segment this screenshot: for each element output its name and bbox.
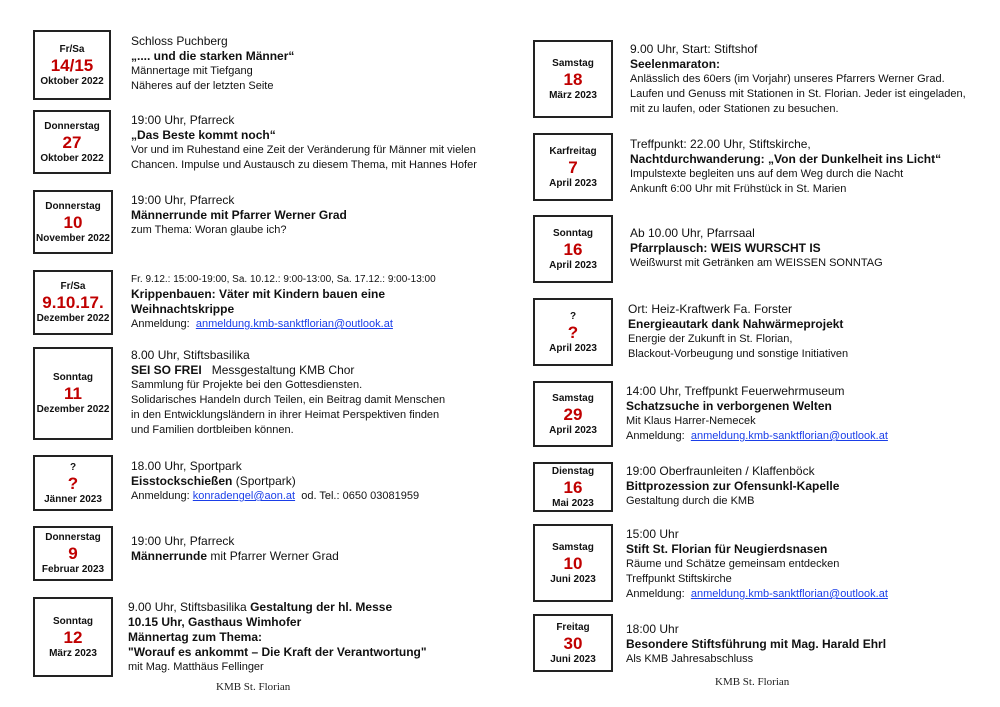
event-title: Krippenbauen: Väter mit Kindern bauen eine	[131, 287, 386, 301]
event-time-location: 19:00 Oberfraunleiten / Klaffenböck	[626, 464, 815, 478]
event-title: Weihnachtskrippe	[131, 302, 235, 316]
event-title: Gestaltung der hl. Messe	[250, 600, 393, 614]
month-year: Oktober 2022	[40, 152, 104, 164]
weekday: Karfreitag	[549, 145, 597, 157]
event-details	[630, 226, 883, 271]
date-box	[33, 526, 113, 581]
weekday: Sonntag	[553, 227, 593, 239]
event-time-location: Treffpunkt: 22.00 Uhr, Stiftskirche,	[630, 137, 811, 151]
weekday: Freitag	[556, 621, 590, 633]
event-text: Solidarisches Handeln durch Teilen, ein Beitrag damit Menschen	[131, 394, 446, 406]
event-text: Energie der Zukunft in St. Florian,	[628, 333, 793, 345]
event-details	[131, 193, 347, 238]
event-details	[630, 137, 941, 197]
month-year: März 2023	[49, 647, 97, 659]
footer-text: KMB St. Florian	[715, 676, 790, 688]
day-number: 7	[568, 157, 578, 177]
event-time-location: 10.15 Uhr, Gasthaus Wimhofer	[128, 615, 302, 629]
footer-text: KMB St. Florian	[216, 681, 291, 693]
event-text: Laufen und Genuss mit Stationen in St. Florian. Jeder ist eingeladen,	[630, 88, 966, 100]
month-year: Dezember 2022	[36, 404, 110, 415]
event-location: Schloss Puchberg	[131, 34, 228, 48]
event-details	[131, 34, 294, 94]
event-details	[626, 527, 888, 602]
event-text: mit zu laufen, oder Stationen zu besuchen.	[630, 103, 839, 115]
event-time-location: 9.00 Uhr, Start: Stiftshof	[630, 42, 758, 56]
date-box	[33, 455, 113, 511]
month-year: Februar 2023	[41, 564, 105, 575]
date-box	[33, 347, 113, 440]
weekday: Dienstag	[551, 465, 595, 477]
event-text: Anlässlich des 60ers (im Vorjahr) unseres Pfarrers Werner Grad.	[630, 73, 945, 85]
day-number: 30	[563, 633, 583, 653]
weekday: Sonntag	[53, 372, 93, 383]
weekday: Donnerstag	[45, 200, 101, 212]
month-year: Jänner 2023	[44, 493, 102, 505]
month-year: April 2023	[549, 424, 597, 436]
date-box	[33, 30, 111, 100]
event-text: Männertage mit Tiefgang	[131, 65, 253, 77]
event-time-location: 18.00 Uhr, Sportpark	[131, 459, 242, 473]
event-details	[630, 42, 966, 117]
day-number: 12	[63, 627, 83, 647]
event-details	[626, 622, 886, 667]
event-text: Als KMB Jahresabschluss	[626, 653, 754, 665]
event-subtitle: Messgestaltung KMB Chor	[211, 363, 355, 377]
event-details	[131, 534, 339, 564]
event-title: "Worauf es ankommt – Die Kraft der Verantwortung"	[128, 645, 427, 659]
weekday: Samstag	[552, 541, 594, 553]
event-title: Seelenmaraton:	[630, 57, 721, 71]
event-title: Männerrunde mit Pfarrer Werner Grad	[131, 208, 347, 222]
event-details	[131, 348, 445, 438]
month-year: Oktober 2022	[40, 75, 104, 87]
event-text: Vor und im Ruhestand eine Zeit der Veränderung für Männer mit vielen	[131, 144, 476, 156]
weekday: Fr/Sa	[59, 43, 85, 55]
day-number: 11	[64, 384, 82, 403]
event-title: Nachtdurchwanderung: „Von der Dunkelheit ins Licht“	[630, 152, 942, 166]
event-times: Fr. 9.12.: 15:00-19:00, Sa. 10.12.: 9:00-13:00, Sa. 17.12.: 9:00-13:00	[131, 274, 436, 285]
day-number: 9	[68, 544, 78, 563]
registration-email-link[interactable]: anmeldung.kmb-sanktflorian@outlook.at	[195, 318, 393, 330]
date-box	[33, 597, 113, 677]
date-box	[33, 110, 111, 174]
event-title: Energieautark dank Nahwärmeprojekt	[628, 317, 844, 331]
event-title: Stift St. Florian für Neugierdsnasen	[626, 542, 828, 556]
event-time-location: 9.00 Uhr, Stiftsbasilika	[128, 600, 247, 614]
weekday: Samstag	[552, 57, 594, 69]
month-year: März 2023	[549, 89, 597, 101]
event-details	[628, 302, 848, 362]
registration-label: Anmeldung:	[131, 318, 190, 330]
date-box	[533, 462, 613, 512]
event-text: Treffpunkt Stiftskirche	[626, 573, 732, 585]
event-text: Weißwurst mit Getränken am WEISSEN SONNTAG	[630, 257, 883, 269]
registration-email-link[interactable]: konradengel@aon.at	[192, 490, 296, 502]
day-number: 10	[563, 553, 583, 573]
event-text: Mit Klaus Harrer-Nemecek	[626, 415, 756, 427]
event-title: SEI SO FREI	[131, 363, 202, 377]
month-year: November 2022	[36, 232, 110, 244]
event-title: Schatzsuche in verborgenen Welten	[626, 399, 832, 413]
month-year: Juni 2023	[550, 573, 596, 585]
date-box	[533, 381, 613, 447]
event-title: Pfarrplausch: WEIS WURSCHT IS	[630, 241, 821, 255]
event-subtitle: mit Pfarrer Werner Grad	[210, 549, 339, 563]
event-text: mit Mag. Matthäus Fellinger	[128, 661, 264, 673]
event-details	[626, 384, 888, 444]
weekday: Donnerstag	[44, 120, 100, 132]
day-number: 29	[563, 404, 583, 424]
month-year: April 2023	[549, 177, 597, 189]
event-details	[626, 464, 839, 509]
day-number: 16	[563, 477, 583, 497]
weekday: Donnerstag	[45, 532, 101, 543]
date-box	[533, 298, 613, 366]
event-text: in den Entwicklungsländern in ihrer Heimat Perspektiven finden	[131, 409, 440, 421]
event-title: Besondere Stiftsführung mit Mag. Harald Ehrl	[626, 637, 887, 651]
event-title: Bittprozession zur Ofensunkl-Kapelle	[626, 479, 840, 493]
date-box	[33, 190, 113, 254]
registration-email-link[interactable]: anmeldung.kmb-sanktflorian@outlook.at	[690, 430, 888, 442]
day-number: 18	[563, 69, 583, 89]
event-details	[131, 459, 419, 504]
month-year: April 2023	[549, 342, 597, 354]
month-year: Juni 2023	[550, 653, 596, 665]
weekday: Sonntag	[53, 615, 93, 627]
event-time-location: 19:00 Uhr, Pfarreck	[131, 113, 235, 127]
weekday: Fr/Sa	[60, 281, 86, 292]
event-time-location: 14:00 Uhr, Treffpunkt Feuerwehrmuseum	[626, 384, 845, 398]
event-time-location: Ab 10.00 Uhr, Pfarrsaal	[630, 226, 755, 240]
event-text: zum Thema: Woran glaube ich?	[131, 224, 287, 236]
event-text: und Familien dortbleiben können.	[131, 424, 294, 436]
event-details	[131, 113, 477, 173]
event-details	[128, 600, 427, 675]
event-text: Gestaltung durch die KMB	[626, 495, 755, 507]
event-title: „Das Beste kommt noch“	[131, 128, 276, 142]
event-time-location: 19:00 Uhr, Pfarreck	[131, 534, 235, 548]
month-year: April 2023	[549, 259, 597, 271]
weekday: ?	[69, 461, 77, 473]
date-box	[533, 215, 613, 283]
event-text: Ankunft 6:00 Uhr mit Frühstück in St. Marien	[630, 183, 847, 195]
event-title: Eisstockschießen	[131, 474, 233, 488]
event-title: Männertag zum Thema:	[128, 630, 263, 644]
date-box	[533, 614, 613, 672]
month-year: Mai 2023	[552, 497, 594, 509]
date-box	[533, 40, 613, 118]
event-text: Chancen. Impulse und Austausch zu diesem Thema, mit Hannes Hofer	[131, 159, 477, 171]
date-box	[533, 524, 613, 602]
day-number: 9.10.17.	[42, 293, 104, 312]
day-number: 27	[62, 132, 82, 152]
event-location: Ort: Heiz-Kraftwerk Fa. Forster	[628, 302, 793, 316]
registration-label: Anmeldung:	[131, 490, 190, 502]
weekday: Samstag	[552, 392, 594, 404]
registration-email-link[interactable]: anmeldung.kmb-sanktflorian@outlook.at	[690, 588, 888, 600]
day-number: 10	[63, 212, 83, 232]
event-text: Sammlung für Projekte bei den Gottesdiensten.	[131, 379, 363, 391]
day-number: 16	[563, 239, 583, 259]
date-box	[533, 133, 613, 201]
day-number: ?	[67, 473, 79, 493]
registration-label: Anmeldung:	[626, 588, 685, 600]
event-text: Räume und Schätze gemeinsam entdecken	[626, 558, 840, 570]
day-number: 14/15	[50, 55, 94, 75]
event-text: Blackout-Vorbeugung und sonstige Initiativen	[628, 348, 849, 360]
event-subtitle: (Sportpark)	[235, 474, 296, 488]
date-box	[33, 270, 113, 335]
event-title: „.... und die starken Männer“	[131, 49, 295, 63]
event-time: 15:00 Uhr	[626, 527, 679, 541]
day-number: ?	[567, 322, 579, 342]
event-time-location: 8.00 Uhr, Stiftsbasilika	[131, 348, 250, 362]
event-text: Näheres auf der letzten Seite	[131, 80, 274, 92]
event-text: Impulstexte begleiten uns auf dem Weg durch die Nacht	[630, 168, 904, 180]
event-title: Männerrunde	[131, 549, 208, 563]
registration-label: Anmeldung:	[626, 430, 685, 442]
event-details	[131, 273, 436, 332]
month-year: Dezember 2022	[36, 313, 110, 324]
event-time-location: 19:00 Uhr, Pfarreck	[131, 193, 235, 207]
weekday: ?	[569, 310, 577, 322]
phone-info: od. Tel.: 0650 03081959	[301, 490, 420, 502]
event-time: 18:00 Uhr	[626, 622, 679, 636]
